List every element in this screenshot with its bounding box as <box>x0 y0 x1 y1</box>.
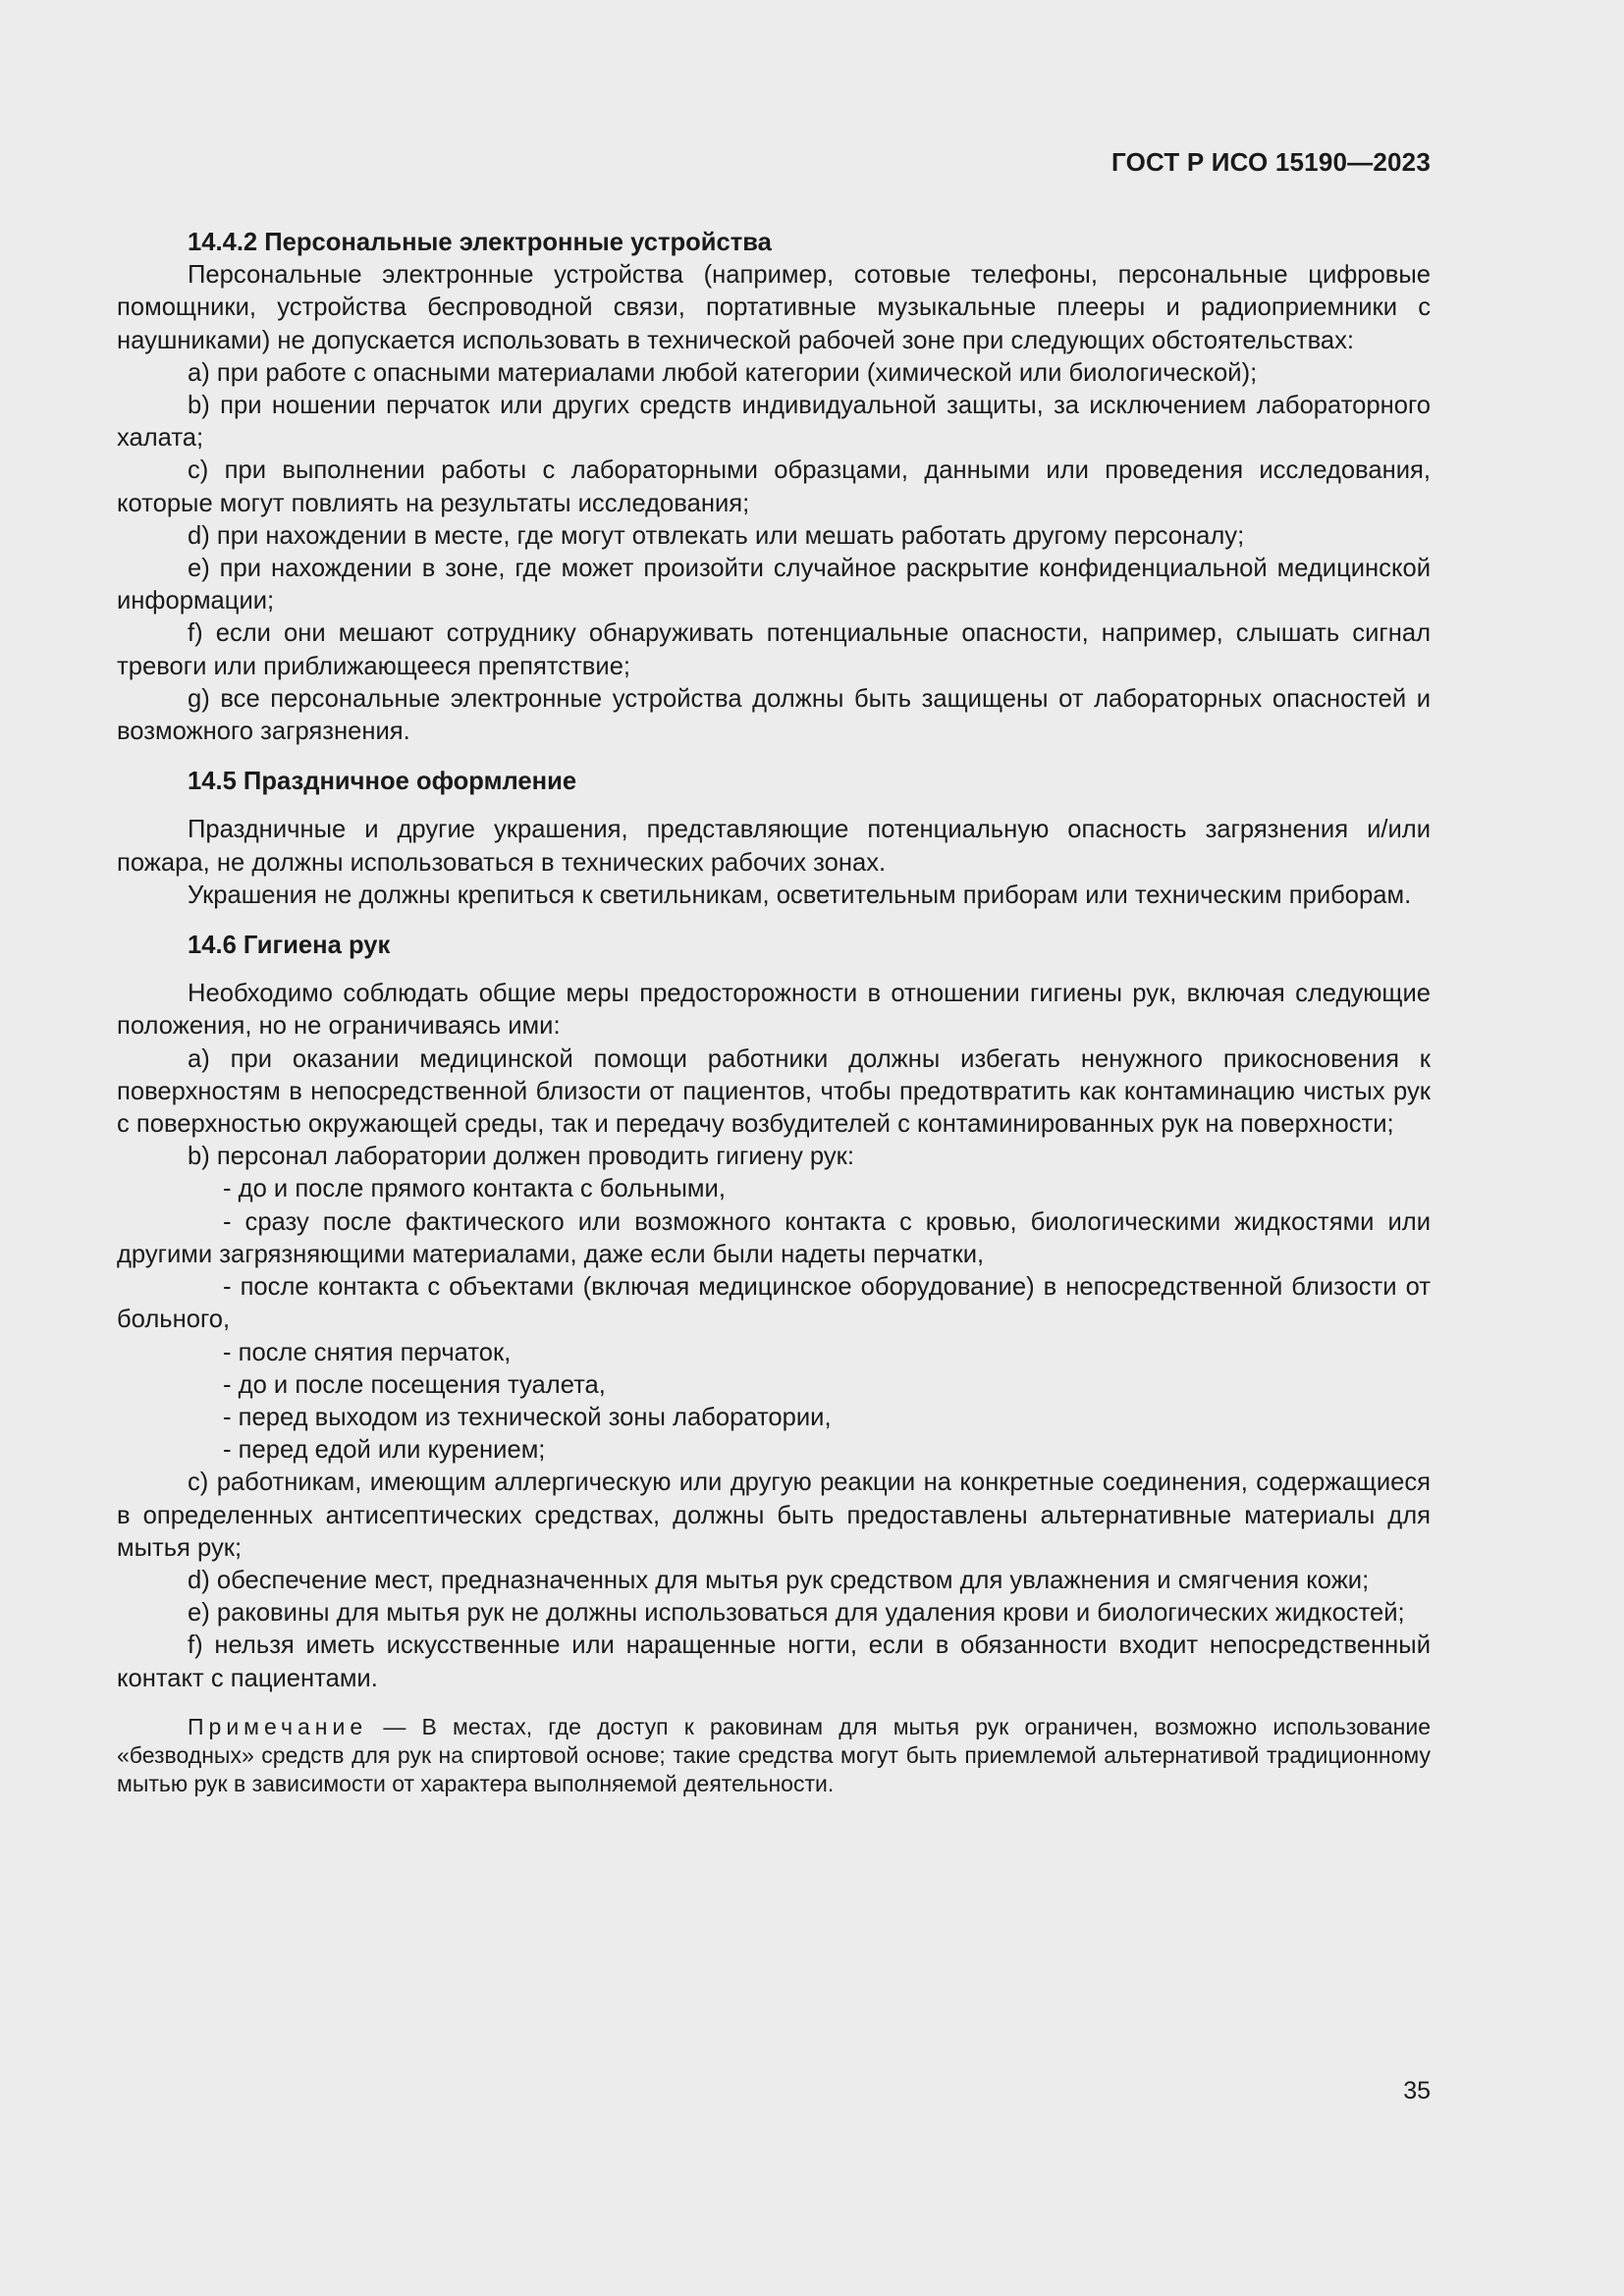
dash-list-item: - сразу после фактического или возможного контакта с кровью, биологическими жидкостями или другими загрязняющими материалами, даже если были надеты перчатки, <box>117 1207 1431 1268</box>
list-item: d) при нахождении в месте, где могут отвлекать или мешать работать другому персоналу; <box>188 521 1245 550</box>
section-14-5-paragraph: Праздничные и другие украшения, представляющие потенциальную опасность загрязнения и/или пожара, не должны использоваться в технических рабочих зонах. <box>117 816 1431 877</box>
dash-list-item: - до и после посещения туалета, <box>223 1370 606 1399</box>
section-14-5-paragraph: Украшения не должны крепиться к светильникам, осветительным приборам или техническим приборам. <box>188 881 1412 909</box>
note-text: — В местах, где доступ к раковинам для мытья рук ограничен, возможно использование «безводных» средств для рук на спиртовой основе; такие средства могут быть приемлемой альтернативой традиционному мытью рук в зависимости от характера выполняемой деятельности. <box>117 1713 1431 1796</box>
note <box>117 1713 1431 1798</box>
dash-list-item: - после контакта с объектами (включая медицинское оборудование) в непосредственной близости от больного, <box>117 1273 1431 1334</box>
document-header: ГОСТ Р ИСО 15190—2023 <box>1110 147 1431 177</box>
list-item: d) обеспечение мест, предназначенных для мытья рук средством для увлажнения и смягчения кожи; <box>188 1566 1370 1594</box>
page-number: 35 <box>1403 2077 1431 2105</box>
list-item: f) нельзя иметь искусственные или наращенные ногти, если в обязанности входит непосредственный контакт с пациентами. <box>117 1631 1431 1692</box>
list-item: c) работникам, имеющим аллергическую или другую реакции на конкретные соединения, содержащиеся в определенных антисептических средствах, должны быть предоставлены альтернативные материалы для мытья рук; <box>117 1468 1431 1562</box>
section-14-6-intro: Необходимо соблюдать общие меры предосторожности в отношении гигиены рук, включая следующие положения, но не ограничиваясь ими: <box>117 980 1431 1041</box>
section-title-14-5: 14.5 Праздничное оформление <box>188 768 577 796</box>
list-item: g) все персональные электронные устройства должны быть защищены от лабораторных опасностей и возможного загрязнения. <box>117 684 1431 746</box>
section-title-14-4-2: 14.4.2 Персональные электронные устройства <box>188 229 772 256</box>
list-item: f) если они мешают сотруднику обнаруживать потенциальные опасности, например, слышать сигнал тревоги или приближающееся препятствие; <box>117 619 1431 680</box>
section-14-4-2-intro: Персональные электронные устройства (например, сотовые телефоны, персональные цифровые помощники, устройства беспроводной связи, портативные музыкальные плееры и радиоприемники с наушниками) не допускается использовать в технической рабочей зоне при следующих обстоятельствах: <box>117 261 1431 354</box>
dash-list-item: - до и после прямого контакта с больными, <box>223 1175 726 1203</box>
list-item: b) при ношении перчаток или других средств индивидуальной защиты, за исключением лабораторного халата; <box>117 392 1431 453</box>
document-body <box>117 227 1431 1798</box>
dash-list-item: - перед едой или курением; <box>223 1436 546 1465</box>
list-item: a) при оказании медицинской помощи работники должны избегать ненужного прикосновения к поверхностям в непосредственной близости от пациентов, чтобы предотвратить как контаминацию чистых рук с поверхностью окружающей среды, так и передачу возбудителей с контаминированных рук на поверхности; <box>117 1044 1431 1139</box>
dash-list-item: - после снятия перчаток, <box>223 1338 512 1366</box>
list-item: e) при нахождении в зоне, где может произойти случайное раскрытие конфиденциальной медицинской информации; <box>117 555 1431 615</box>
section-title-14-6: 14.6 Гигиена рук <box>188 932 391 960</box>
list-item: c) при выполнении работы с лабораторными образцами, данными или проведения исследования, которые могут повлиять на результаты исследования; <box>117 456 1431 517</box>
list-item: b) персонал лаборатории должен проводить гигиену рук: <box>188 1143 854 1171</box>
list-item: e) раковины для мытья рук не должны использоваться для удаления крови и биологических жидкостей; <box>188 1599 1405 1628</box>
list-item: a) при работе с опасными материалами любой категории (химической или биологической); <box>188 358 1258 387</box>
dash-list-item: - перед выходом из технической зоны лаборатории, <box>223 1403 832 1431</box>
note-label: Примечание <box>188 1713 368 1739</box>
